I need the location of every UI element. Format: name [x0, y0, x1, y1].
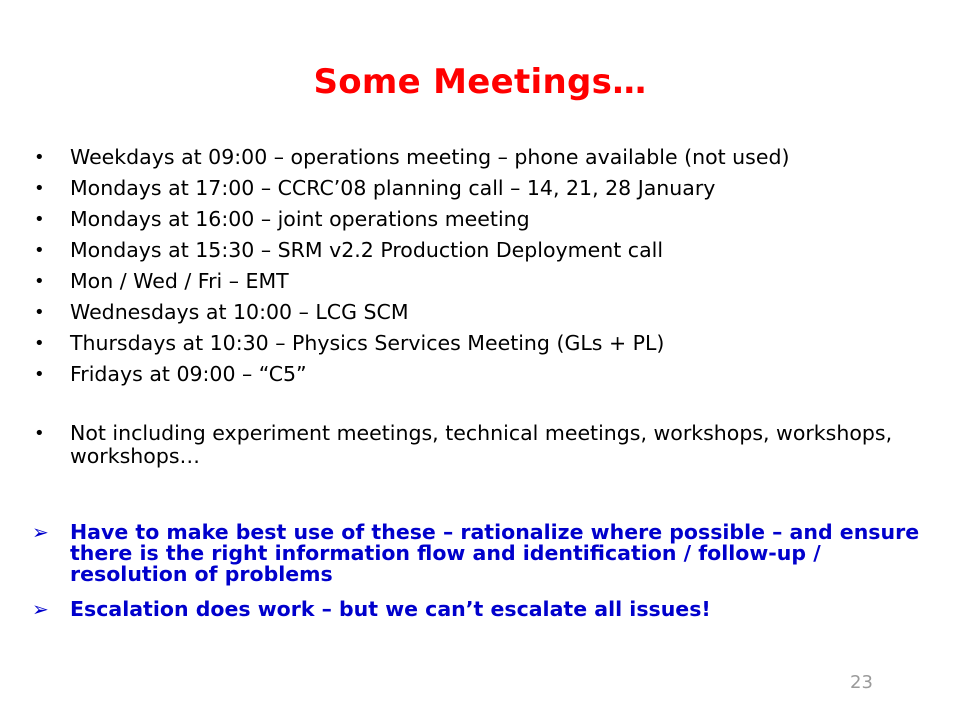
- meeting-text: Mon / Wed / Fri – EMT: [70, 269, 289, 293]
- meeting-text: Mondays at 15:30 – SRM v2.2 Production Deployment call: [70, 238, 664, 262]
- conclusion-list: [32, 522, 932, 634]
- meeting-text: Mondays at 17:00 – CCRC’08 planning call – 14, 21, 28 January: [70, 176, 716, 200]
- meeting-item: [32, 177, 932, 200]
- bullet-icon: •: [34, 364, 45, 385]
- arrow-bullet-icon: ➢: [32, 520, 49, 544]
- meeting-text: Weekdays at 09:00 – operations meeting – phone available (not used): [70, 145, 790, 169]
- meeting-list: [32, 146, 932, 476]
- slide-title: Some Meetings…: [313, 62, 647, 102]
- note-item: [32, 422, 932, 468]
- note-text: Not including experiment meetings, technical meetings, workshops, workshops, workshops…: [70, 421, 893, 468]
- bullet-icon: •: [34, 178, 45, 199]
- meeting-text: Fridays at 09:00 – “C5”: [70, 362, 307, 386]
- spacer: [32, 394, 932, 414]
- meeting-item: [32, 301, 932, 324]
- bullet-icon: •: [34, 302, 45, 323]
- bullet-icon: •: [34, 423, 45, 444]
- bullet-icon: •: [34, 271, 45, 292]
- bullet-icon: •: [34, 240, 45, 261]
- meeting-item: [32, 208, 932, 231]
- meeting-text: Thursdays at 10:30 – Physics Services Meeting (GLs + PL): [70, 331, 665, 355]
- meeting-text: Mondays at 16:00 – joint operations meeting: [70, 207, 530, 231]
- conclusion-item: [32, 522, 932, 585]
- meeting-item: [32, 363, 932, 386]
- meeting-text: Wednesdays at 10:00 – LCG SCM: [70, 300, 409, 324]
- arrow-bullet-icon: ➢: [32, 597, 49, 621]
- bullet-icon: •: [34, 333, 45, 354]
- meeting-item: [32, 146, 932, 169]
- conclusion-item: [32, 599, 932, 620]
- meeting-item: [32, 332, 932, 355]
- conclusion-text: Have to make best use of these – rationalize where possible – and ensure there is the right information flow and identification / follow-up / resolution of problems: [70, 520, 920, 586]
- page-number: 23: [850, 672, 873, 693]
- bullet-icon: •: [34, 209, 45, 230]
- bullet-icon: •: [34, 147, 45, 168]
- conclusion-text: Escalation does work – but we can’t escalate all issues!: [70, 597, 711, 621]
- meeting-item: [32, 239, 932, 262]
- meeting-item: [32, 270, 932, 293]
